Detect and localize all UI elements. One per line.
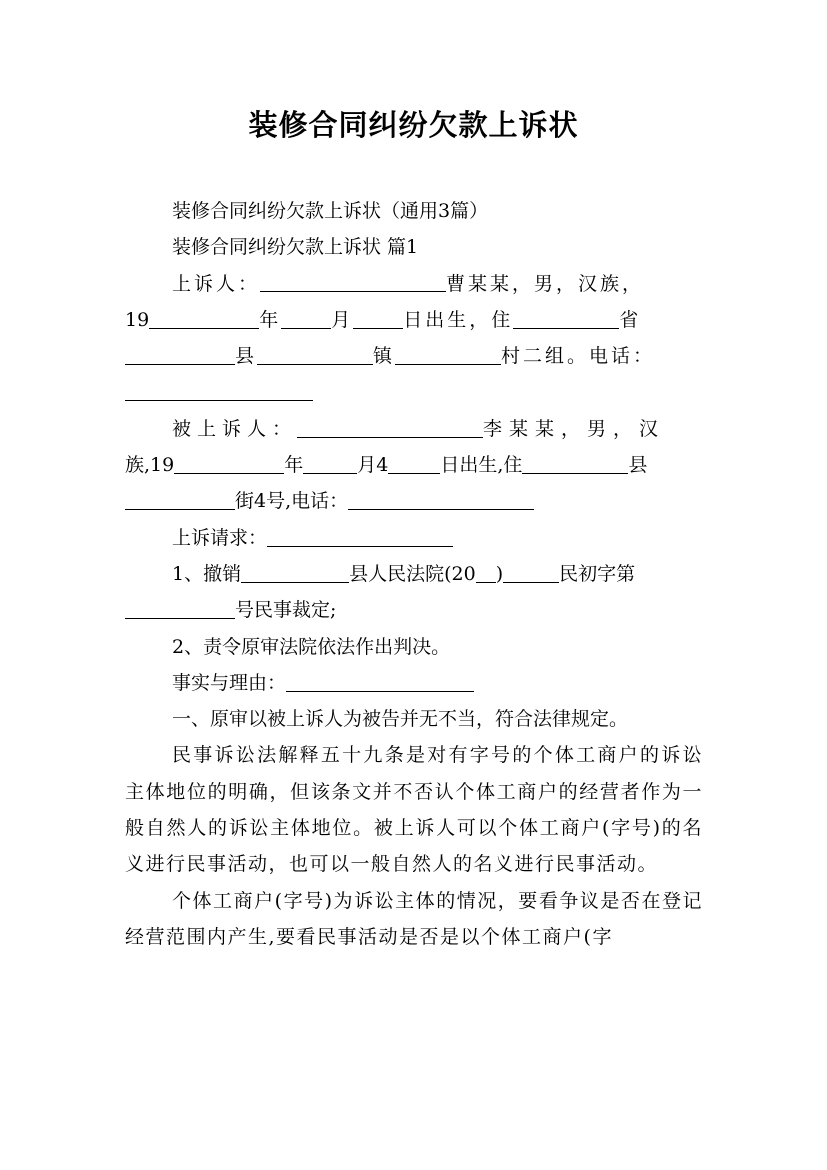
document-body [125, 193, 703, 955]
blank-field [241, 562, 349, 583]
request-item-1: 1、撤销 县人民法院(20 ) 民初字第 号民事裁定; [125, 556, 703, 629]
blank-field [348, 489, 534, 510]
reason-point-1: 一、原审以被上诉人为被告并无不当，符合法律规定。 [172, 708, 629, 731]
doc-subtitle: 装修合同纠纷欠款上诉状（通用3篇） [172, 200, 489, 222]
facts-reasons: 事实与理由： [125, 665, 703, 701]
respondent-paragraph: 被上诉人： 李某某，男，汉 族,19 年 月4 日出生,住 县 街4号,电话： [125, 417, 666, 513]
blank-field [395, 344, 501, 365]
blank-field [257, 344, 373, 365]
document-title: 装修合同纠纷欠款上诉状 [248, 108, 579, 142]
blank-field [174, 453, 284, 474]
blank-field [522, 453, 628, 474]
blank-field [281, 308, 331, 329]
blank-field [267, 526, 453, 547]
blank-field [260, 272, 446, 293]
blank-field [503, 562, 559, 583]
blank-field [513, 308, 619, 329]
appellant-paragraph: 上诉人： 曹某某，男，汉族， 19 年 月 日出生，住 省 县 镇 村二组。电话： [125, 266, 703, 411]
blank-field [297, 417, 483, 438]
blank-field [149, 308, 259, 329]
request-item-2: 2、责令原审法院依法作出判决。 [172, 635, 451, 658]
blank-field [303, 453, 357, 474]
body-paragraph: 民事诉讼法解释五十九条是对有字号的个体工商户的诉讼主体地位的明确，但该条文并不否认个体工商户的经营者作为一般自然人的诉讼主体地位。被上诉人可以个体工商户(字号)的名义进行民事活动，也可以一般自然人的名义进行民事活动。 [125, 744, 703, 876]
blank-field [125, 489, 235, 510]
blank-field [476, 562, 496, 583]
blank-field [125, 344, 235, 365]
section-heading: 装修合同纠纷欠款上诉状 篇1 [172, 236, 419, 259]
blank-field [353, 308, 403, 329]
blank-field [125, 380, 313, 401]
blank-field [388, 453, 440, 474]
blank-field [286, 671, 474, 692]
appeal-request: 上诉请求： [125, 520, 703, 556]
body-paragraph: 个体工商户(字号)为诉讼主体的情况，要看争议是否在登记经营范围内产生,要看民事活动是否是以个体工商户(字 [125, 889, 703, 948]
blank-field [125, 598, 235, 619]
